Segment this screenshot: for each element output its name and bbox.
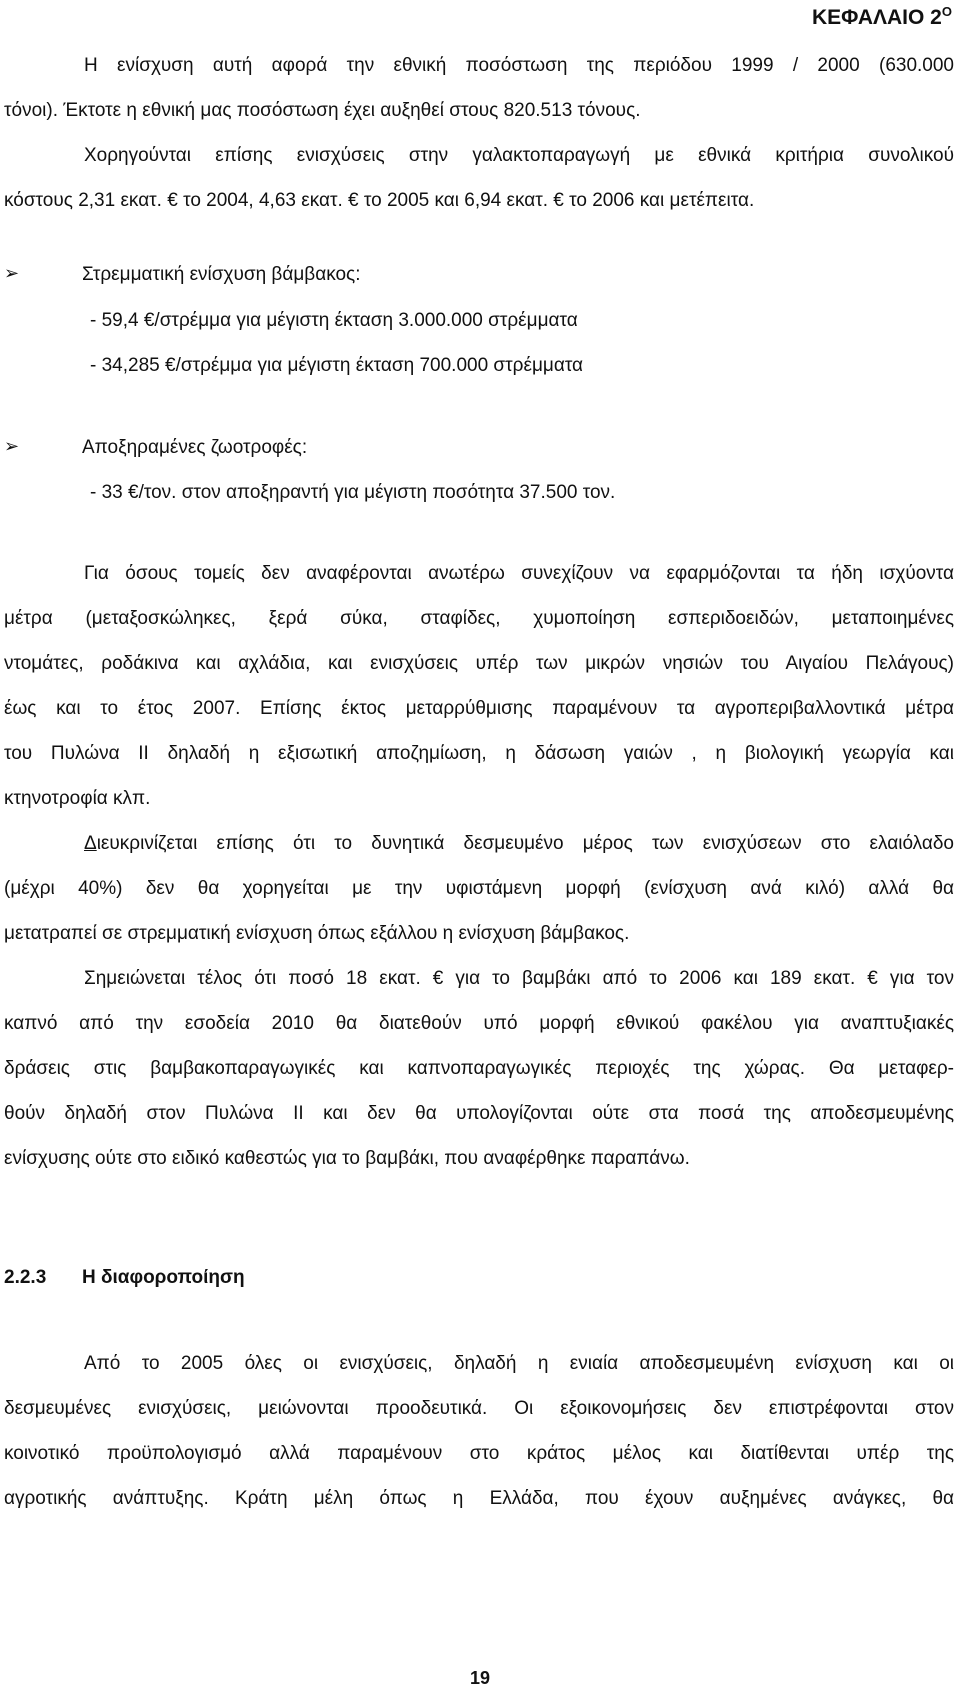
text-line: κτηνοτροφία κλπ. — [4, 788, 151, 809]
drop-letter: Δ — [84, 833, 97, 854]
text-line: έως και το έτος 2007. Επίσης έκτος μεταρρύθμισης παραμένουν τα αγροπεριβαλλοντικά μέτρα — [4, 698, 954, 719]
bullet-arrow-icon: ➢ — [4, 436, 20, 456]
text-line: μέτρα (μεταξοσκώληκες, ξερά σύκα, σταφίδες, χυμοποίηση εσπεριδοειδών, μεταποιημένες — [4, 608, 954, 629]
bullet-title: Αποξηραμένες ζωοτροφές: — [82, 437, 308, 458]
text-line: τόνοι). Έκτοτε η εθνική μας ποσόστωση έχει αυξηθεί στους 820.513 τόνους. — [4, 100, 641, 121]
bullet-arrow-icon: ➢ — [4, 263, 20, 283]
text-line: μετατραπεί σε στρεμματική ενίσχυση όπως εξάλλου η ενίσχυση βάμβακος. — [4, 923, 630, 944]
text-line: Χορηγούνται επίσης ενισχύσεις στην γαλακτοπαραγωγή με εθνικά κριτήρια συνολικού — [84, 145, 954, 166]
text-line: Η ενίσχυση αυτή αφορά την εθνική ποσόστωση της περιόδου 1999 / 2000 (630.000 — [84, 55, 954, 76]
bullet-item: - 34,285 €/στρέμμα για μέγιστη έκταση 700.000 στρέμματα — [90, 355, 584, 376]
text-line: Από το 2005 όλες οι ενισχύσεις, δηλαδή η ενιαία αποδεσμευμένη ενίσχυση και οι — [84, 1353, 954, 1374]
chapter-header: ΚΕΦΑΛΑΙΟ $2^O$ — [812, 4, 952, 29]
text-line: δράσεις στις βαμβακοπαραγωγικές και καπνοπαραγωγικές περιοχές της χώρας. Θα μεταφερ- — [4, 1058, 954, 1079]
text-line: αγροτικής ανάπτυξης. Κράτη μέλη όπως η Ελλάδα, που έχουν αυξημένες ανάγκες, θα — [4, 1488, 954, 1509]
text-line: κοινοτικό προϋπολογισμό αλλά παραμένουν στο κράτος μέλος και διατίθενται υπέρ της — [4, 1443, 954, 1464]
text-line: (μέχρι 40%) δεν θα χορηγείται με την υφιστάμενη μορφή (ενίσχυση ανά κιλό) αλλά θα — [4, 878, 954, 899]
text-line: Για όσους τομείς δεν αναφέρονται ανωτέρω συνεχίζουν να εφαρμόζονται τα ήδη ισχύοντα — [84, 563, 954, 584]
text-line: του Πυλώνα ΙΙ δηλαδή η εξισωτική αποζημίωση, η δάσωση γαιών , η βιολογική γεωργία και — [4, 743, 954, 764]
text-line: καπνό από την εσοδεία 2010 θα διατεθούν υπό μορφή εθνικού φακέλου για αναπτυξιακές — [4, 1013, 954, 1034]
text-line: κόστους 2,31 εκατ. € το 2004, 4,63 εκατ. € το 2005 και 6,94 εκατ. € το 2006 και μετέπειτα. — [4, 190, 755, 211]
page-number: 19 — [469, 1668, 491, 1688]
bullet-item: - 59,4 €/στρέμμα για μέγιστη έκταση 3.000.000 στρέμματα — [90, 310, 578, 331]
bullet-title: Στρεμματική ενίσχυση βάμβακος: — [82, 264, 361, 285]
text-line: ντομάτες, ροδάκινα και αχλάδια, και ενισχύσεις υπέρ των μικρών νησιών του Αιγαίου Πελάγους) — [4, 653, 954, 674]
text-line: Διευκρινίζεται επίσης ότι το δυνητικά δεσμευμένο μέρος των ενισχύσεων στο ελαιόλαδο — [84, 833, 954, 854]
text-line: Σημειώνεται τέλος ότι ποσό 18 εκατ. € για το βαμβάκι από το 2006 και 189 εκατ. € για τον — [84, 968, 954, 989]
section-number: 2.2.3 — [4, 1267, 47, 1288]
text-line: θούν δηλαδή στον Πυλώνα ΙΙ και δεν θα υπολογίζονται ούτε στα ποσά της αποδεσμευμένης — [4, 1103, 954, 1124]
text-line: δεσμευμένες ενισχύσεις, μειώνονται προοδευτικά. Οι εξοικονομήσεις δεν επιστρέφονται στον — [4, 1398, 954, 1419]
section-title: Η διαφοροποίηση — [82, 1267, 245, 1288]
text-line: ενίσχυσης ούτε στο ειδικό καθεστώς για το βαμβάκι, που αναφέρθηκε παραπάνω. — [4, 1148, 690, 1169]
bullet-item: - 33 €/τον. στον αποξηραντή για μέγιστη ποσότητα 37.500 τον. — [90, 482, 616, 503]
